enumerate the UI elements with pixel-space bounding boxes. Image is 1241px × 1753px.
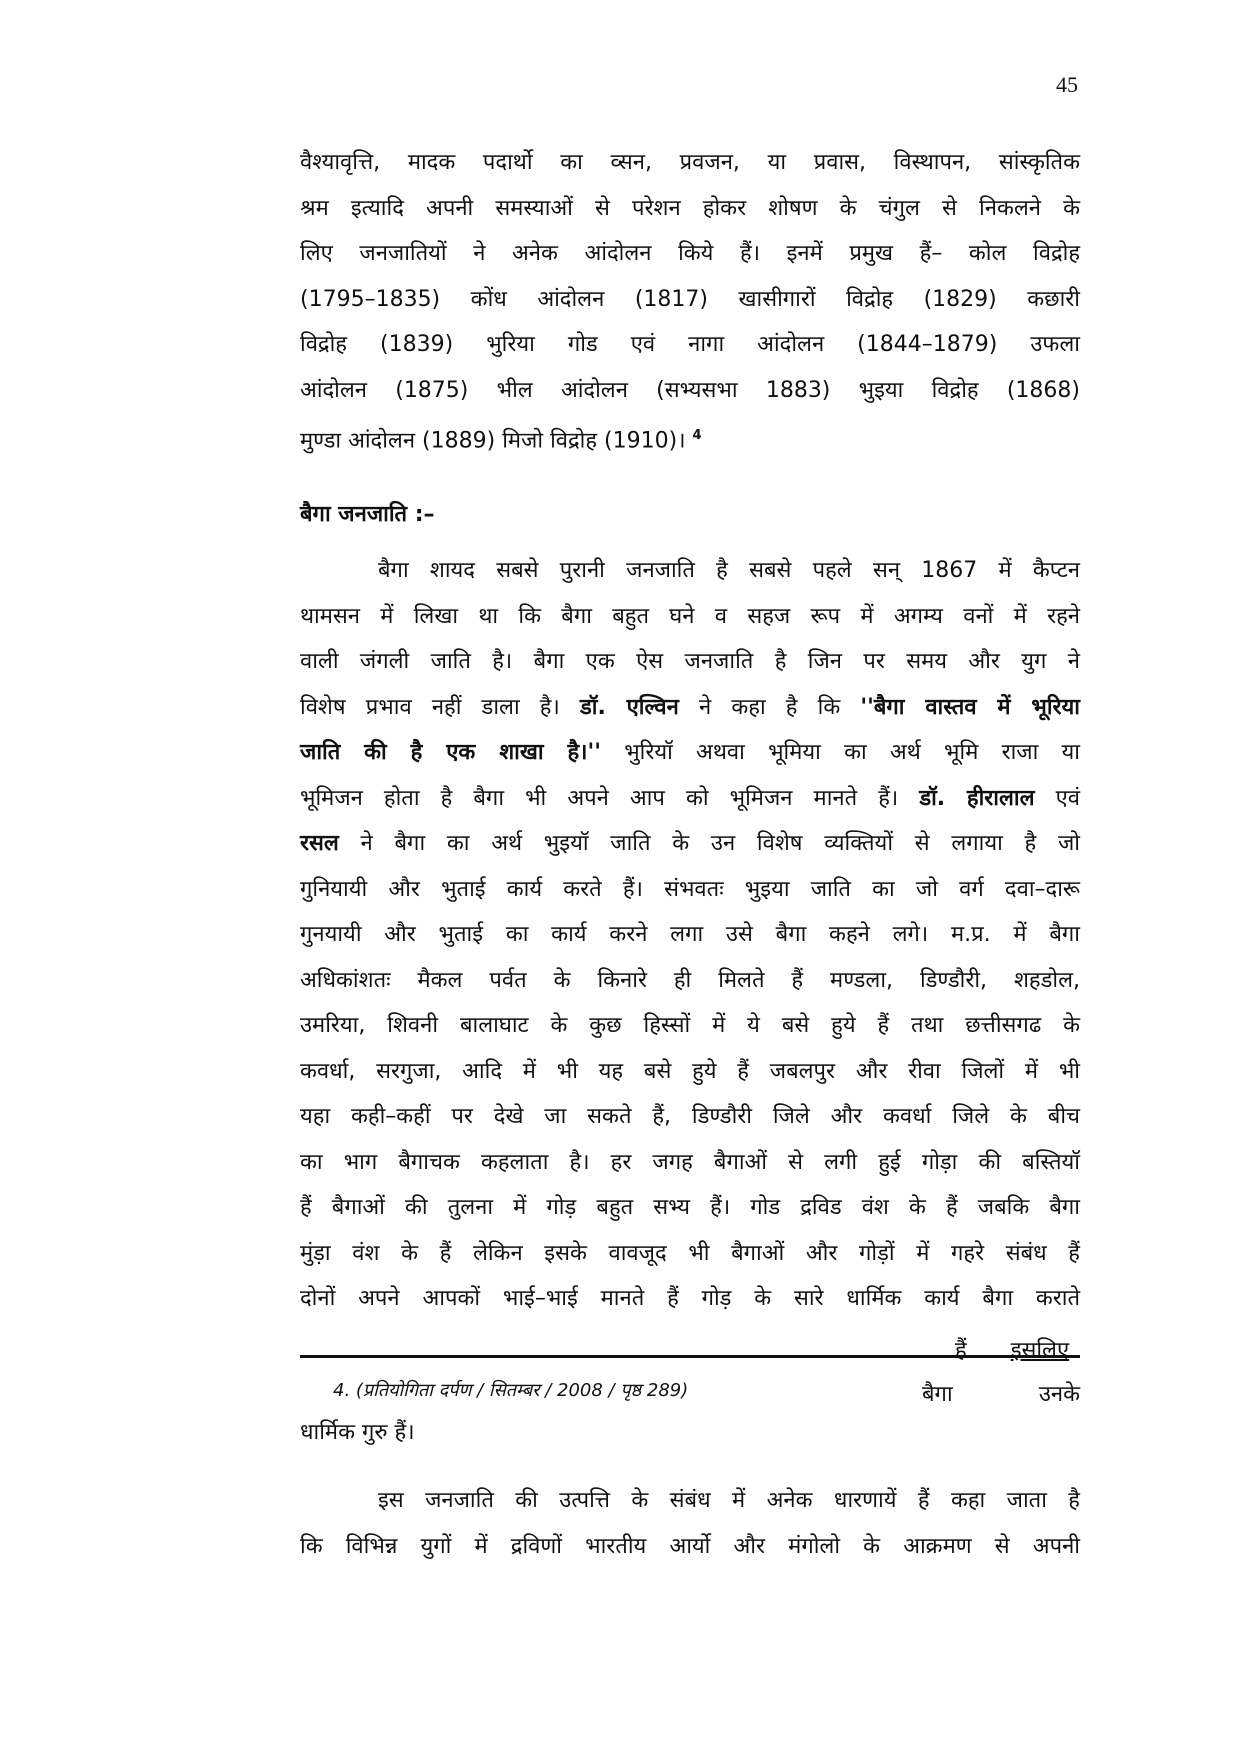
para3-line-1: इस जनजाति की उत्पत्ति के संबंध में अनेक धारणायें हैं कहा जाता है	[378, 1488, 1080, 1513]
para2-line-2: थामसन में लिखा था कि बैगा बहुत घने व सहज रूप में अगम्य वनों में रहने	[300, 603, 1080, 629]
carry-word-1: हैं	[955, 1338, 967, 1363]
para1-line-4: (1795–1835) कोंध आंदोलन (1817) खासीगारों विद्रोह (1829) कछारी	[300, 286, 1080, 312]
section-heading: बैगा जनजाति :–	[300, 502, 435, 527]
carry-word-2: इसलिए	[1010, 1338, 1070, 1363]
para2-line-4: विशेष प्रभाव नहीं डाला है। डॉ. एल्विन ने कहा है कि ''बैगा वास्तव में भूरिया	[300, 694, 1080, 720]
footnote-divider	[300, 1355, 1080, 1358]
footnote-row-continuation	[922, 1378, 1080, 1408]
para3-line-2: कि विभिन्न युगों में द्रविणों भारतीय आर्यो और मंगोलो के आक्रमण से अपनी	[300, 1533, 1080, 1559]
para1-line-3: लिए जनजातियों ने अनेक आंदोलन किये हैं। इनमें प्रमुख हैं– कोल विद्रोह	[300, 241, 1080, 266]
author-russell: रसल	[300, 831, 339, 856]
paragraph-movements-end	[300, 413, 1080, 464]
footnote-ref: 4	[692, 428, 702, 443]
para2-line-8: गुनियायी और भुताई कार्य करते हैं। संभवतः भुइया जाति का जो वर्ग दवा–दारू	[300, 876, 1080, 902]
para1-line-2: श्रम इत्यादि अपनी समस्याओं से परेशन होकर शोषण के चंगुल से निकलने के	[300, 195, 1080, 221]
paragraph-baiga	[300, 548, 1080, 1322]
para2-line-7: रसल ने बैगा का अर्थ भुइयॉ जाति के उन विशेष व्यक्तियों से लगाया है जो	[300, 831, 1080, 856]
paragraph-movements	[300, 140, 1080, 413]
para2-line-1: बैगा शायद सबसे पुरानी जनजाति है सबसे पहले सन् 1867 में कैप्टन	[378, 558, 1080, 583]
para2-line-11: उमरिया, शिवनी बालाघाट के कुछ हिस्सों में ये बसे हुये हैं तथा छत्तीसगढ के	[300, 1013, 1080, 1038]
para2-line-14: का भाग बैगाचक कहलाता है। हर जगह बैगाओं से लगी हुई गोड़ा की बस्तियॉ	[300, 1149, 1080, 1175]
para2-line-17: दोनों अपने आपकों भाई–भाई मानते हैं गोड़ के सारे धार्मिक कार्य बैगा कराते	[300, 1286, 1080, 1311]
para2-line-10: अधिकांशतः मैकल पर्वत के किनारे ही मिलते हैं मण्डला, डिण्डौरी, शहडोल,	[300, 967, 1080, 993]
carry-over-line	[955, 1334, 1069, 1364]
para2-line-3: वाली जंगली जाति है। बैगा एक ऐस जनजाति है जिन पर समय और युग ने	[300, 649, 1080, 674]
quote-start: ''बैगा वास्तव में भूरिया	[860, 694, 1080, 720]
para2-line-5: जाति की है एक शाखा है।'' भुरियॉ अथवा भूमिया का अर्थ भूमि राजा या	[300, 740, 1080, 765]
para2-line-15: हैं बैगाओं की तुलना में गोड़ बहुत सभ्य हैं। गोड द्रविड वंश के हैं जबकि बैगा	[300, 1195, 1080, 1220]
paragraph-origin	[300, 1478, 1080, 1569]
author-elwin: डॉ. एल्विन	[579, 694, 679, 720]
footnote: 4. (प्रतियोगिता दर्पण / सितम्बर / 2008 / पृष्ठ 289)	[333, 1380, 689, 1401]
para2-line-13: यहा कही–कहीं पर देखे जा सकते हैं, डिण्डौरी जिले और कवर्धा जिले के बीच	[300, 1104, 1080, 1129]
para1-line-6: आंदोलन (1875) भील आंदोलन (सभ्यसभा 1883) भुइया विद्रोह (1868)	[300, 377, 1080, 403]
author-hiralal: डॉ. हीरालाल	[919, 785, 1035, 811]
para1-line-7: मुण्डा आंदोलन (1889) मिजो विद्रोह (1910)।	[300, 428, 686, 454]
para2-line-12: कवर्धा, सरगुजा, आदि में भी यह बसे हुये हैं जबलपुर और रीवा जिलों में भी	[300, 1058, 1080, 1084]
para2-line-6: भूमिजन होता है बैगा भी अपने आप को भूमिजन मानते हैं। डॉ. हीरालाल एवं	[300, 785, 1080, 811]
para2-line-9: गुनयायी और भुताई का कार्य करने लगा उसे बैगा कहने लगे। म.प्र. में बैगा	[300, 922, 1080, 947]
para1-line-1: वैश्यावृत्ति, मादक पदार्थो का व्सन, प्रवजन, या प्रवास, विस्थापन, सांस्कृतिक	[300, 150, 1080, 175]
para1-line-5: विद्रोह (1839) भुरिया गोड एवं नागा आंदोलन (1844–1879) उफला	[300, 332, 1080, 357]
continuation-word-1: बैगा	[922, 1382, 953, 1407]
quote-end: जाति की है एक शाखा है।''	[300, 740, 601, 765]
continuation-line: धार्मिक गुरु हैं।	[300, 1420, 415, 1445]
page-number: 45	[1056, 72, 1078, 97]
para2-line-16: मुंड़ा वंश के हैं लेकिन इसके वावजूद भी बैगाओं और गोड़ों में गहरे संबंध हैं	[300, 1240, 1080, 1266]
continuation-word-2: उनके	[1038, 1382, 1080, 1407]
